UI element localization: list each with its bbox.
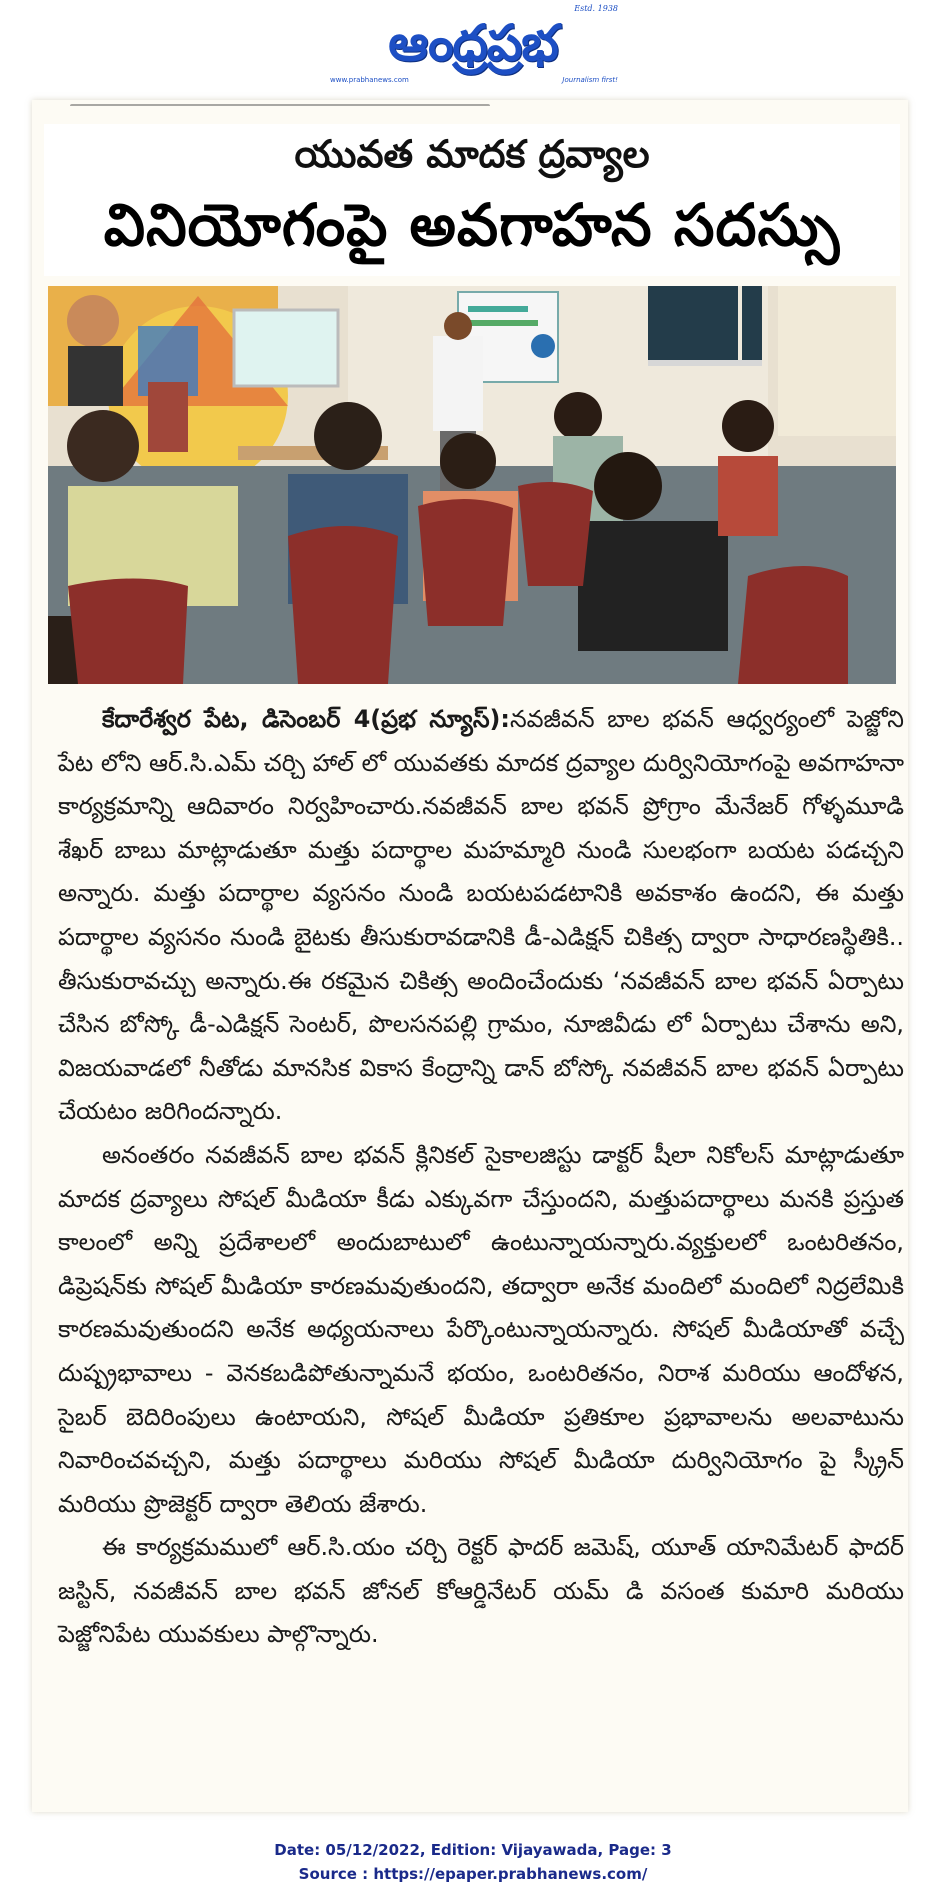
article-dateline: కేదారేశ్వర పేట, డిసెంబర్ 4(ప్రభ న్యూస్): (102, 705, 510, 733)
masthead (0, 0, 946, 100)
logo-wordmark: ఆంధ్రప్రభ (388, 14, 558, 72)
article-paragraph: ఈ కార్యక్రమములో ఆర్.సి.యం చర్చి రెక్టర్ ఫాదర్ జమెష్, యూత్ యానిమేటర్ ఫాదర్ జస్టిన్, నవజీవన్ బాల భవన్ జోనల్ కోఆర్డినేటర్ యమ్ డి వసంత కుమారి మరియు పెజ్జోనిపేట యువకులు పాల్గొన్నారు. (58, 1533, 904, 1649)
article-headline: వినియోగంపై అవగాహన సదస్సు (103, 191, 841, 259)
newspaper-logo (318, 4, 628, 86)
source-link[interactable]: Source : https://epaper.prabhanews.com/ (298, 1865, 648, 1883)
edition-info: Date: 05/12/2022, Edition: Vijayawada, Page: 3 (274, 1841, 672, 1859)
headline-box (44, 124, 900, 276)
paragraph-text: నవజీవన్ బాల భవన్ ఆధ్వర్యంలో పెజ్జోని పేట లోని ఆర్.సి.ఎమ్ చర్చి హాల్ లో యువతకు మాదక ద్రవ్యాల దుర్వినియోగంపై అవగాహనా కార్యక్రమాన్ని ఆదివారం నిర్వహించారు.నవజీవన్ బాల భవన్ ప్రోగ్రాం మేనేజర్ గోళ్ళమూడి శేఖర్ బాబు మాట్లాడుతూ మత్తు పదార్థాల మహమ్మారి నుండి సులభంగా బయట పడచ్చని అన్నారు. మత్తు పదార్థాల వ్యసనం నుండి బయటపడటానికి అవకాశం ఉందని, ఈ మత్తు పదార్థాల వ్యసనం నుండి బైటకు తీసుకురావడానికి డీ-ఎడిక్షన్ చికిత్స ద్వారా సాధారణస్థితికి.. తీసుకురావచ్చు అన్నారు.ఈ రకమైన చికిత్స అందించేందుకు ‘నవజీవన్ బాల భవన్ ఏర్పాటు చేసిన బోస్కో డీ-ఎడిక్షన్ సెంటర్, పొలసనపల్లి గ్రామం, నూజివీడు లో ఏర్పాటు చేశాను అని, విజయవాడలో నీతోడు మానసిక వికాస కేంద్రాన్ని డాన్ బోస్కో నవజీవన్ బాల భవన్ ఏర్పాటు చేయటం జరిగిందన్నారు. (58, 705, 904, 1126)
article-paragraph (58, 698, 904, 1134)
article-photo (48, 286, 896, 684)
clipping-cut-edge (70, 104, 490, 112)
logo-url: www.prabhanews.com (330, 76, 409, 84)
article-paragraph: అనంతరం నవజీవన్ బాల భవన్ క్లినికల్ సైకాలజిస్టు డాక్టర్ షీలా నికోలస్ మాట్లాడుతూ మాదక ద్రవ్యాలు సోషల్ మీడియా కీడు ఎక్కువగా చేస్తుందని, మత్తుపదార్థాలు మనకి ప్రస్తుత కాలంలో అన్ని ప్రదేశాలలో అందుబాటులో ఉంటున్నాయన్నారు.వ్యక్తులలో ఒంటరితనం, డిప్రెషన్‌కు సోషల్ మీడియా కారణమవుతుందని, తద్వారా అనేక మందిలో మందిలో నిద్రలేమికి కారణమవుతుందని అనేక అధ్యయనాలు పేర్కొంటున్నాయన్నారు. సోషల్ మీడియాతో వచ్చే దుష్ప్రభావాలు - వెనకబడిపోతున్నామనే భయం, ఒంటరితనం, నిరాశ మరియు ఆందోళన, సైబర్ బెదిరింపులు ఉంటాయని, సోషల్ మీడియా ప్రతికూల ప్రభావాలను అలవాటును నివారించవచ్చని, మత్తు పదార్థాలు మరియు సోషల్ మీడియా దుర్వినియోగం పై స్క్రీన్ మరియు ప్రొజెక్టర్ ద్వారా తెలియ జేశారు. (58, 1140, 904, 1518)
article-body (58, 698, 904, 1657)
clipping-footer (0, 1838, 946, 1886)
logo-tagline: Journalism first! (562, 76, 618, 84)
article-kicker: యువత మాదక ద్రవ్యాల (294, 132, 650, 176)
logo-estd: Estd. 1938 (574, 4, 618, 13)
